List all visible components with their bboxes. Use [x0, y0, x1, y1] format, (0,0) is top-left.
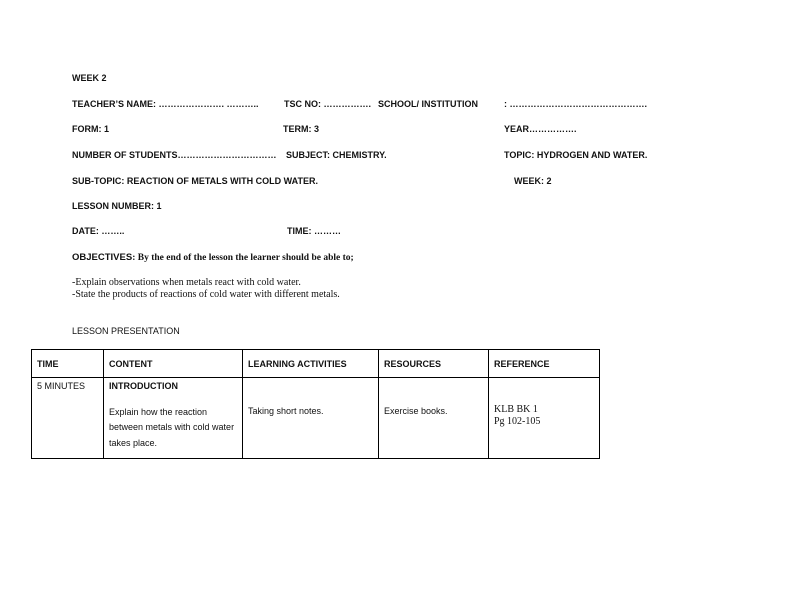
- number-of-students: NUMBER OF STUDENTS……………………………: [72, 150, 277, 160]
- table-row: [32, 378, 600, 459]
- col-header-reference: REFERENCE: [489, 350, 600, 378]
- cell-content: [104, 378, 243, 459]
- week-right: WEEK: 2: [514, 176, 552, 186]
- objectives-heading: [72, 252, 354, 264]
- time-field: TIME: ………: [287, 226, 341, 236]
- school-label: SCHOOL/ INSTITUTION: [378, 99, 478, 109]
- lesson-presentation-label: LESSON PRESENTATION: [72, 326, 180, 336]
- form-field: FORM: 1: [72, 124, 109, 134]
- reference-line-2: Pg 102-105: [494, 416, 541, 427]
- content-body: Explain how the reaction between metals with cold water takes place.: [109, 406, 235, 448]
- col-header-learning-activities: LEARNING ACTIVITIES: [243, 350, 379, 378]
- cell-reference: [489, 378, 600, 459]
- year-field: YEAR…………….: [504, 124, 577, 134]
- objective-item-1: -Explain observations when metals react with cold water.: [72, 277, 301, 288]
- tsc-number: TSC NO: …………….: [284, 99, 371, 109]
- col-header-resources: RESOURCES: [379, 350, 489, 378]
- lesson-presentation-table: [31, 349, 600, 459]
- cell-learning-activities: [243, 378, 379, 459]
- objectives-label: OBJECTIVES: [72, 252, 133, 263]
- subject-field: SUBJECT: CHEMISTRY.: [286, 150, 387, 160]
- learning-activities-text: Taking short notes.: [248, 406, 324, 416]
- objectives-intro: : By the end of the lesson the learner should be able to;: [132, 253, 354, 263]
- table-header-row: [32, 350, 600, 378]
- term-field: TERM: 3: [283, 124, 319, 134]
- cell-time-text: 5 MINUTES: [37, 381, 86, 391]
- cell-time: [32, 378, 104, 459]
- reference-line-1: KLB BK 1: [494, 404, 538, 415]
- resources-text: Exercise books.: [384, 406, 448, 416]
- lesson-number: LESSON NUMBER: 1: [72, 201, 162, 211]
- sub-topic: SUB-TOPIC: REACTION OF METALS WITH COLD WATER.: [72, 176, 318, 186]
- date-field: DATE: ……..: [72, 226, 125, 236]
- week-heading: WEEK 2: [72, 73, 107, 83]
- col-header-content: CONTENT: [104, 350, 243, 378]
- cell-resources: [379, 378, 489, 459]
- school-value: : ……………………………………….: [504, 99, 647, 109]
- content-title: INTRODUCTION: [109, 381, 178, 391]
- topic-field: TOPIC: HYDROGEN AND WATER.: [504, 150, 648, 160]
- col-header-time: TIME: [32, 350, 104, 378]
- teacher-name: TEACHER’S NAME: …………………. ………..: [72, 99, 259, 109]
- objective-item-2: -State the products of reactions of cold water with different metals.: [72, 289, 340, 300]
